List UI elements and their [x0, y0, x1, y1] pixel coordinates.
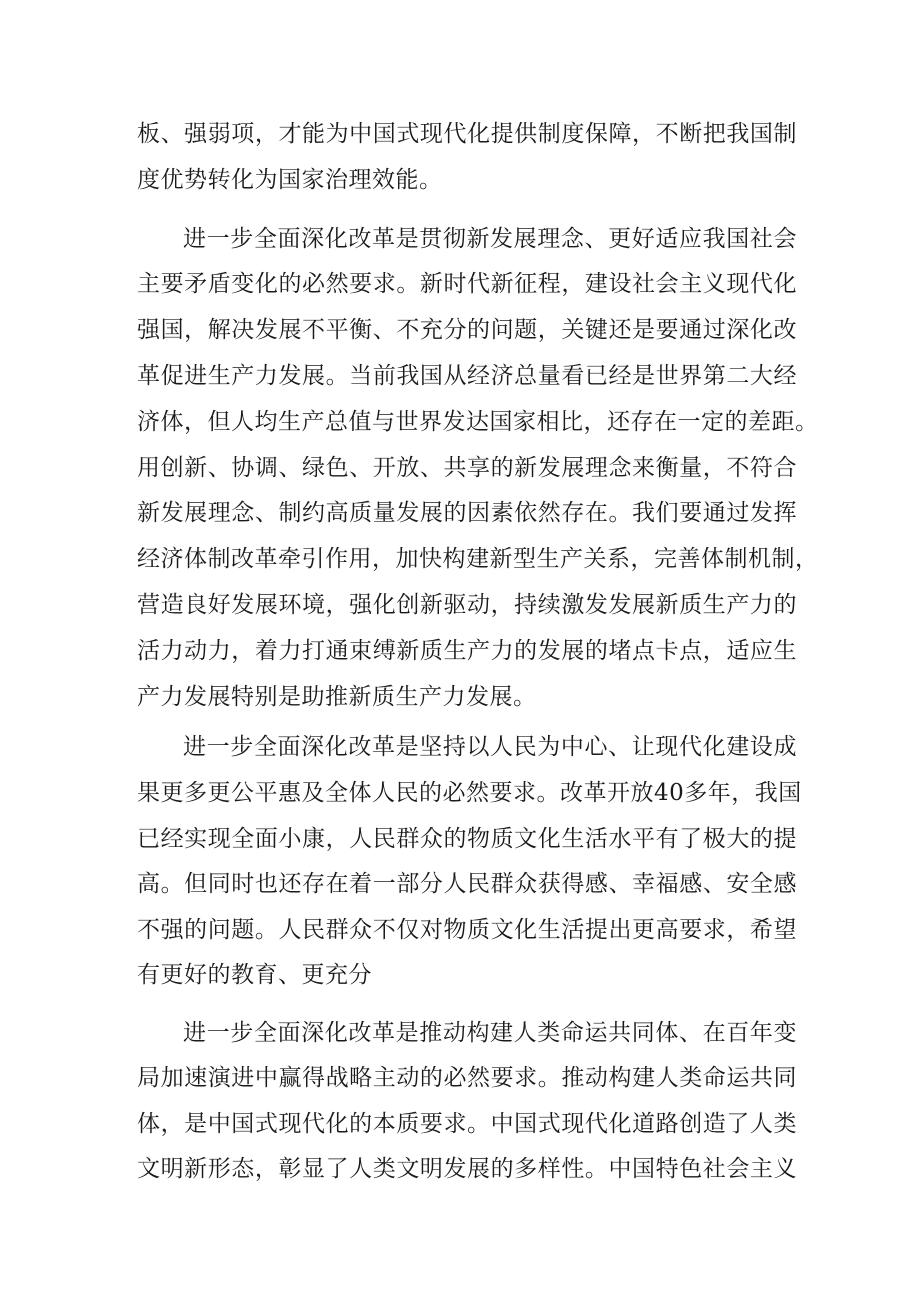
paragraph-3-line-1: 进一步全面深化改革是坚持以人民为中心、让现代化建设成 [183, 734, 797, 760]
paragraph-4-line-1: 进一步全面深化改革是推动构建人类命运共同体、在百年变 [183, 1020, 797, 1046]
paragraph-2-line-3: 强国，解决发展不平衡、不充分的问题，关键还是要通过深化改 [137, 317, 797, 343]
paragraph-3-line-6: 有更好的教育、更充分 [137, 962, 372, 988]
paragraph-4-line-3: 体，是中国式现代化的本质要求。中国式现代化道路创造了人类 [137, 1111, 797, 1137]
paragraph-2-line-1: 进一步全面深化改革是贯彻新发展理念、更好适应我国社会 [183, 226, 797, 252]
paragraph-1-line-1: 板、强弱项，才能为中国式现代化提供制度保障，不断把我国制 [137, 121, 797, 147]
paragraph-2-line-4: 革促进生产力发展。当前我国从经济总量看已经是世界第二大经 [137, 363, 797, 389]
paragraph-2-line-9: 营造良好发展环境，强化创新驱动，持续激发发展新质生产力的 [137, 592, 797, 618]
paragraph-3-line-3: 已经实现全面小康，人民群众的物质文化生活水平有了极大的提 [137, 826, 797, 852]
paragraph-2-line-6: 用创新、协调、绿色、开放、共享的新发展理念来衡量，不符合 [137, 455, 797, 481]
paragraph-4-line-4: 文明新形态，彰显了人类文明发展的多样性。中国特色社会主义 [137, 1156, 797, 1182]
paragraph-1-line-2: 度优势转化为国家治理效能。 [137, 167, 443, 193]
paragraph-2-line-11: 产力发展特别是助推新质生产力发展。 [137, 684, 537, 710]
paragraph-3-line-4: 高。但同时也还存在着一部分人民群众获得感、幸福感、安全感 [137, 871, 797, 897]
paragraph-2-line-8: 经济体制改革牵引作用，加快构建新型生产关系，完善体制机制， [137, 546, 819, 572]
paragraph-4-line-2: 局加速演进中赢得战略主动的必然要求。推动构建人类命运共同 [137, 1065, 797, 1091]
paragraph-2-line-5: 济体，但人均生产总值与世界发达国家相比，还存在一定的差距。 [137, 409, 819, 435]
paragraph-2-line-2: 主要矛盾变化的必然要求。新时代新征程，建设社会主义现代化 [137, 271, 797, 297]
paragraph-3-line-2: 果更多更公平惠及全体人民的必然要求。改革开放40多年，我国 [137, 780, 802, 806]
paragraph-2-line-10: 活力动力，着力打通束缚新质生产力的发展的堵点卡点，适应生 [137, 638, 797, 664]
paragraph-2-line-7: 新发展理念、制约高质量发展的因素依然存在。我们要通过发挥 [137, 500, 797, 526]
paragraph-3-line-5: 不强的问题。人民群众不仅对物质文化生活提出更高要求，希望 [137, 917, 797, 943]
